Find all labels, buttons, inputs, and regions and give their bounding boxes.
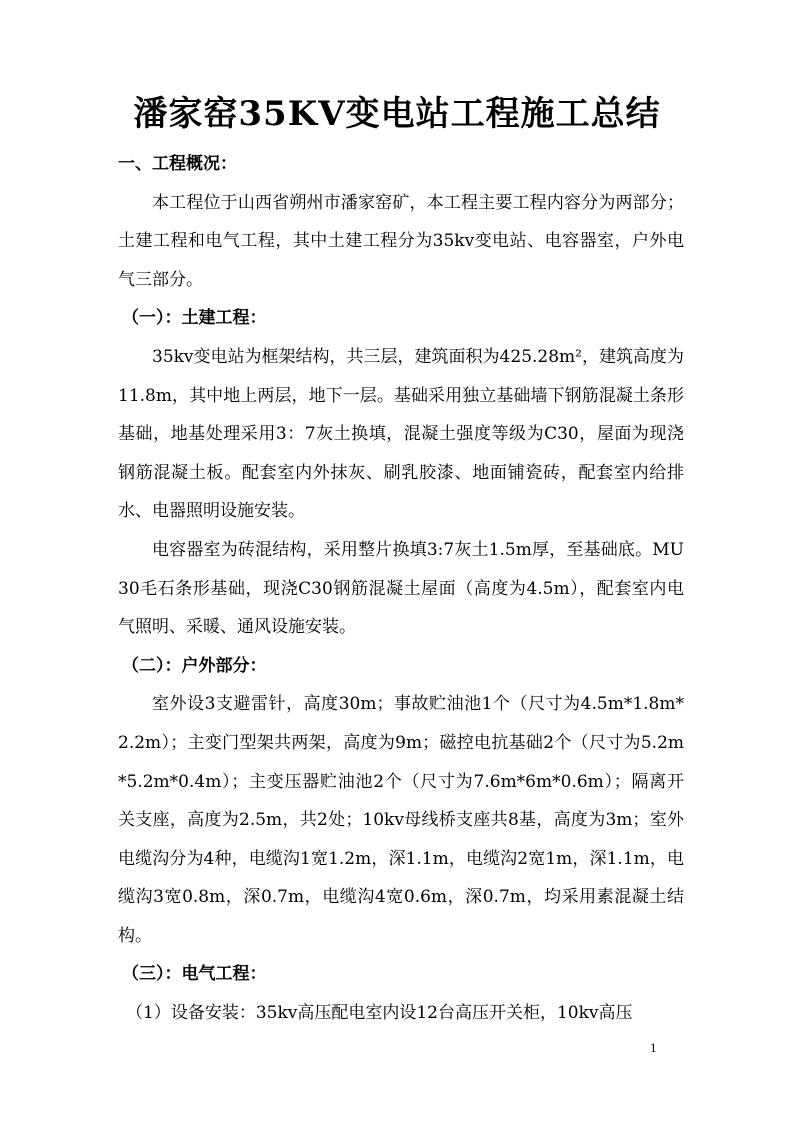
paragraph-equipment-install: （1）设备安装：35kv高压配电室内设12台高压开关柜，10kv高压 [126, 1003, 633, 1024]
paragraph-overview: 本工程位于山西省朔州市潘家窑矿，本工程主要工程内容分为两部分；土建工程和电气工程，其中土建工程分为35kv变电站、电容器室，户外电气三部分。 [118, 192, 684, 290]
page-number: 1 [650, 1040, 657, 1055]
subsection-heading-outdoor: （二）：户外部分： [122, 655, 267, 676]
subsection-heading-electrical: （三）：电气工程： [122, 964, 267, 985]
subsection-heading-civil: （一）：土建工程： [122, 308, 267, 329]
paragraph-outdoor: 室外设3支避雷针，高度30m；事故贮油池1个（尺寸为4.5m*1.8m*2.2m）；主变门型架共两架，高度为9m；磁控电抗基础2个（尺寸为5.2m*5.2m*0.4m）；主变压器贮油池2个（尺寸为7.6m*6m*0.6m）；隔离开关支座，高度为2.5m，共2处；10kv母线桥支座共8基，高度为3m；室外电缆沟分为4种，电缆沟1宽1.2m，深1.1m，电缆沟2宽1m，深1.1m，电缆沟3宽0.8m，深0.7m，电缆沟4宽0.6m，深0.7m，均采用素混凝土结构。 [118, 694, 684, 946]
document-title: 潘家窑35KV变电站工程施工总结 [133, 94, 661, 134]
paragraph-capacitor-room: 电容器室为砖混结构，采用整片换填3:7灰土1.5m厚，至基础底。MU30毛石条形基础，现浇C30钢筋混凝土屋面（高度为4.5m），配套室内电气照明、采暖、通风设施安装。 [118, 539, 684, 638]
document-body [118, 145, 684, 1033]
paragraph-substation: 35kv变电站为框架结构，共三层，建筑面积为425.28m²，建筑高度为11.8m，其中地上两层，地下一层。基础采用独立基础墙下钢筋混凝土条形基础，地基处理采用3：7灰土换填，混凝土强度等级为C30，屋面为现浇钢筋混凝土板。配套室内外抹灰、刷乳胶漆、地面铺瓷砖，配套室内给排水、电器照明设施安装。 [118, 346, 684, 522]
section-heading-overview: 一、工程概况： [118, 154, 237, 174]
